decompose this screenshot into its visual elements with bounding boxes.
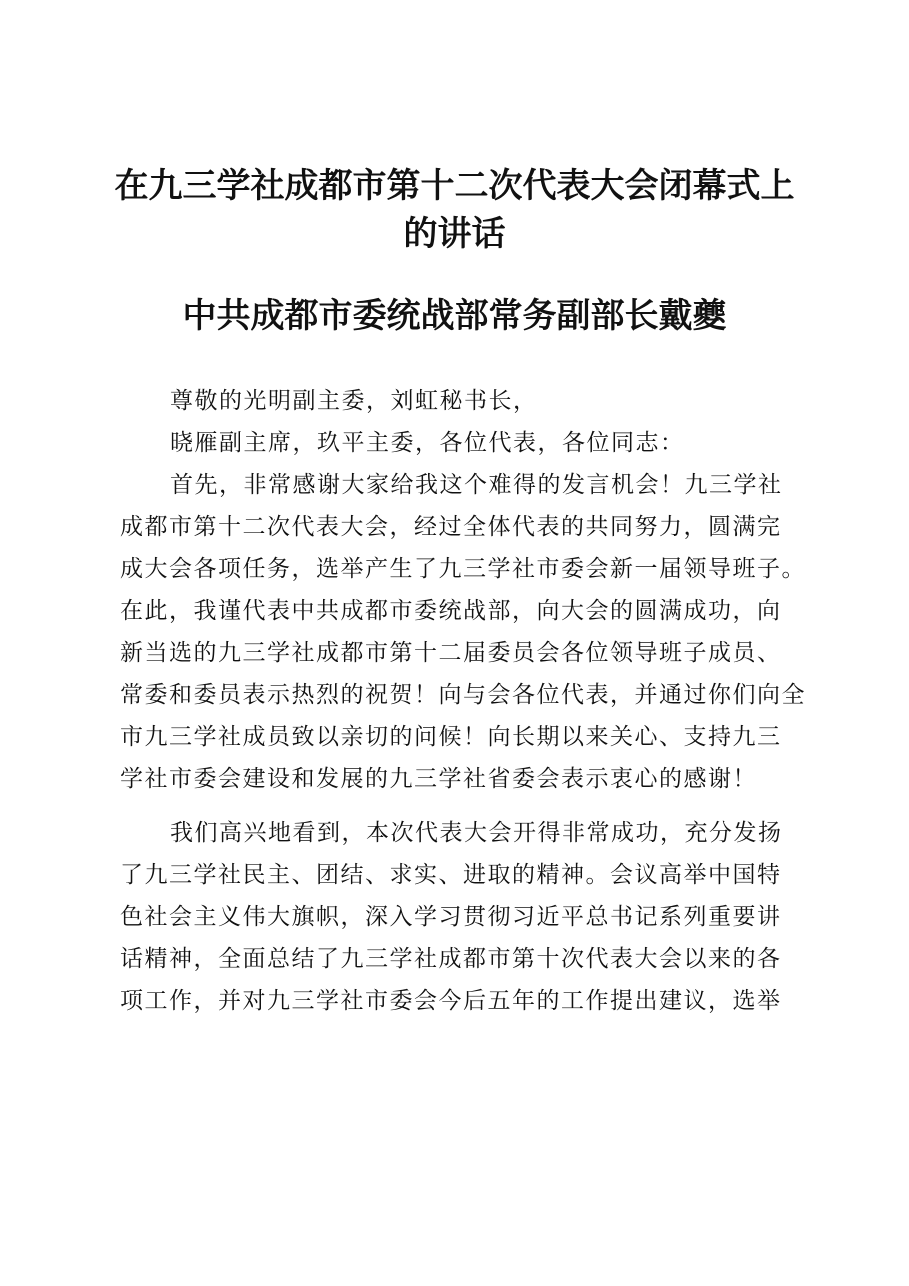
paragraph-1 — [120, 464, 810, 800]
paragraph-line: 常委和委员表示热烈的祝贺！向与会各位代表，并通过你们向全 — [120, 682, 806, 708]
paragraph-2 — [120, 812, 810, 1022]
paragraph-line: 成都市第十二次代表大会，经过全体代表的共同努力，圆满完 — [120, 514, 782, 540]
title-line-1: 在九三学社成都市第十二次代表大会闭幕式上 — [114, 166, 795, 206]
speech-body — [120, 380, 810, 1022]
salutation-line-1: 尊敬的光明副主委，刘虹秘书长， — [170, 388, 538, 414]
paragraph-line: 色社会主义伟大旗帜，深入学习贯彻习近平总书记系列重要讲 — [120, 904, 782, 930]
paragraph-line: 成大会各项任务，选举产生了九三学社市委会新一届领导班子。 — [120, 556, 806, 582]
paragraph-line: 我们高兴地看到，本次代表大会开得非常成功，充分发扬 — [170, 820, 783, 846]
paragraph-line: 首先，非常感谢大家给我这个难得的发言机会！九三学社 — [170, 472, 783, 498]
paragraph-line: 了九三学社民主、团结、求实、进取的精神。会议高举中国特 — [120, 862, 782, 888]
paragraph-line: 在此，我谨代表中共成都市委统战部，向大会的圆满成功，向 — [120, 598, 782, 624]
paragraph-line: 话精神，全面总结了九三学社成都市第十次代表大会以来的各 — [120, 946, 782, 972]
paragraph-gap — [120, 800, 810, 812]
speaker-line: 中共成都市委统战部常务副部长戴夔 — [182, 296, 727, 336]
paragraph-line: 市九三学社成员致以亲切的问候！向长期以来关心、支持九三 — [120, 724, 782, 750]
salutation-line-2: 晓雁副主席，玖平主委，各位代表，各位同志： — [170, 430, 685, 456]
paragraph-line: 新当选的九三学社成都市第十二届委员会各位领导班子成员、 — [120, 640, 782, 666]
paragraph-line: 项工作，并对九三学社市委会今后五年的工作提出建议，选举 — [120, 988, 782, 1014]
document-title — [100, 162, 809, 258]
paragraph-line: 学社市委会建设和发展的九三学社省委会表示衷心的感谢！ — [120, 766, 757, 792]
title-line-2: 的讲话 — [403, 214, 506, 254]
